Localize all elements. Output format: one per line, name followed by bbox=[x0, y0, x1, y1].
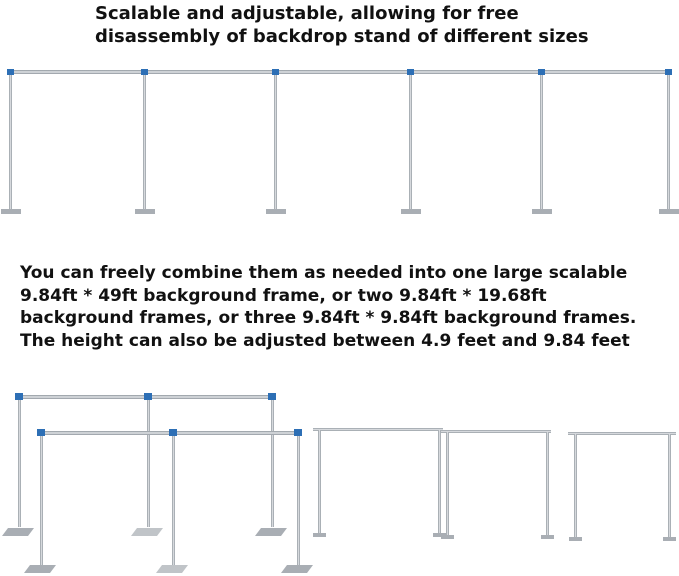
description-line-1: You can freely combine them as needed into one large scalable bbox=[20, 263, 628, 283]
heading-line-2: disassembly of backdrop stand of different sizes bbox=[95, 26, 589, 47]
description-line-4: The height can also be adjusted between 4.9 feet and 9.84 feet bbox=[20, 330, 630, 351]
description-line-2: 9.84ft * 49ft background frame, or two 9.84ft * 19.68ft bbox=[20, 285, 547, 306]
description-line-3: background frames, or three 9.84ft * 9.84ft background frames. bbox=[20, 308, 637, 328]
two-frame-combination bbox=[2, 393, 313, 573]
large-combined-frame bbox=[1, 69, 679, 214]
description bbox=[20, 262, 675, 352]
heading-line-1: Scalable and adjustable, allowing for free bbox=[95, 3, 519, 24]
three-single-frames bbox=[313, 428, 676, 541]
